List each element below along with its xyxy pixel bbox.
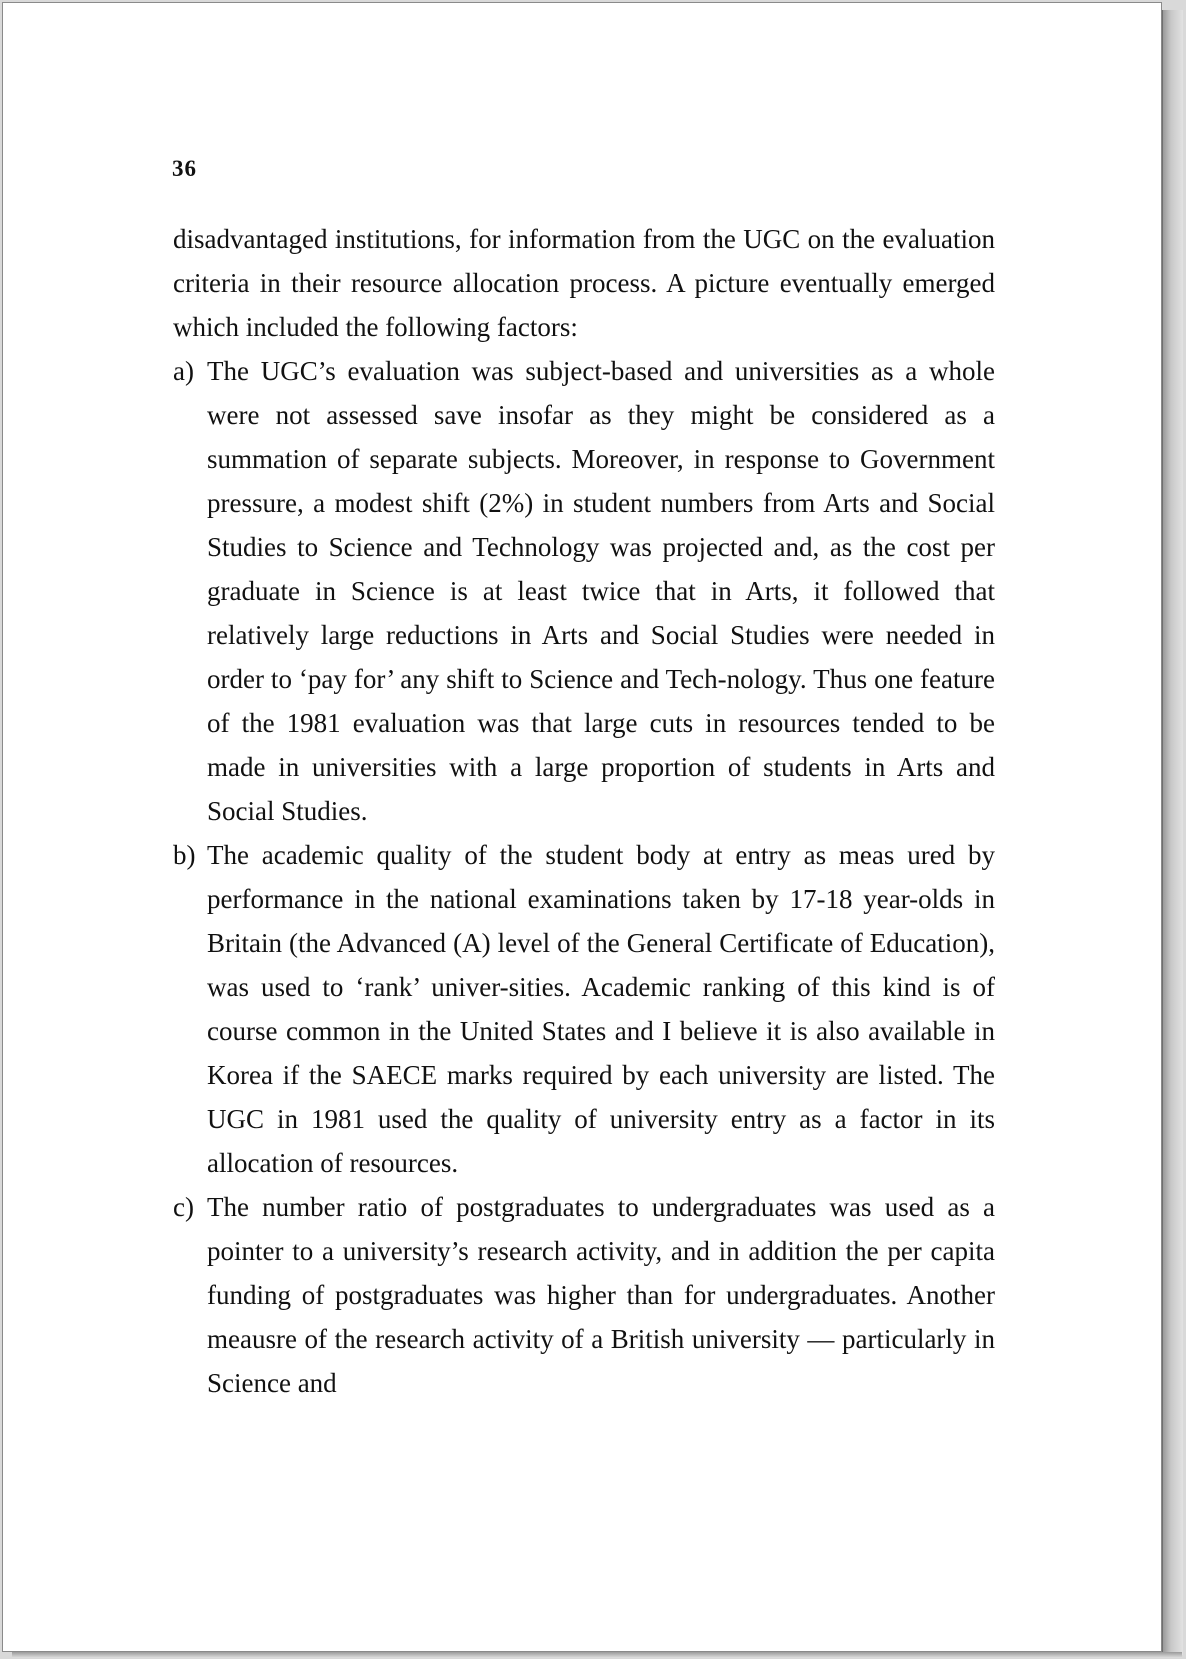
- page-edge-shadow-right: [1162, 10, 1183, 1655]
- document-page: [2, 2, 1162, 1652]
- list-marker-a: a): [173, 356, 194, 386]
- list-item-c-text: The number ratio of postgraduates to undergraduates was used as a pointer to a university’s research activity, and in addition the per capita funding of postgraduates was higher than for undergraduates. Another meausre of the research activity of a British university — particularly in Science and: [207, 1192, 995, 1398]
- list-marker-b: b): [173, 840, 196, 870]
- page-edge-shadow-bottom: [12, 1652, 1182, 1658]
- page-number: 36: [172, 156, 197, 181]
- list-item-a-text: The UGC’s evaluation was subject-based and universities as a whole were not assessed save insofar as they might be considered as a summation of separate subjects. Moreover, in response to Government pressure, a modest shift (2%) in student numbers from Arts and Social Studies to Science and Technology was projected and, as the cost per graduate in Science is at least twice that in Arts, it followed that relatively large reductions in Arts and Social Studies were needed in order to ‘pay for’ any shift to Science and Tech-nology. Thus one feature of the 1981 evaluation was that large cuts in resources tended to be made in universities with a large proportion of students in Arts and Social Studies.: [207, 356, 995, 826]
- body-text: [173, 217, 995, 1405]
- intro-paragraph: disadvantaged institutions, for information from the UGC on the evaluation criteria in their resource allocation process. A picture eventually emerged which included the following factors:: [173, 224, 995, 342]
- list-item-a: [173, 349, 995, 833]
- list-marker-c: c): [173, 1192, 194, 1222]
- list-item-b: [173, 833, 995, 1185]
- list-item-b-text: The academic quality of the student body at entry as meas ured by performance in the national examinations taken by 17-18 year-olds in Britain (the Advanced (A) level of the General Certificate of Education), was used to ‘rank’ univer-sities. Academic ranking of this kind is of course common in the United States and I believe it is also available in Korea if the SAECE marks required by each university are listed. The UGC in 1981 used the quality of university entry as a factor in its allocation of resources.: [207, 840, 995, 1178]
- list-item-c: [173, 1185, 995, 1405]
